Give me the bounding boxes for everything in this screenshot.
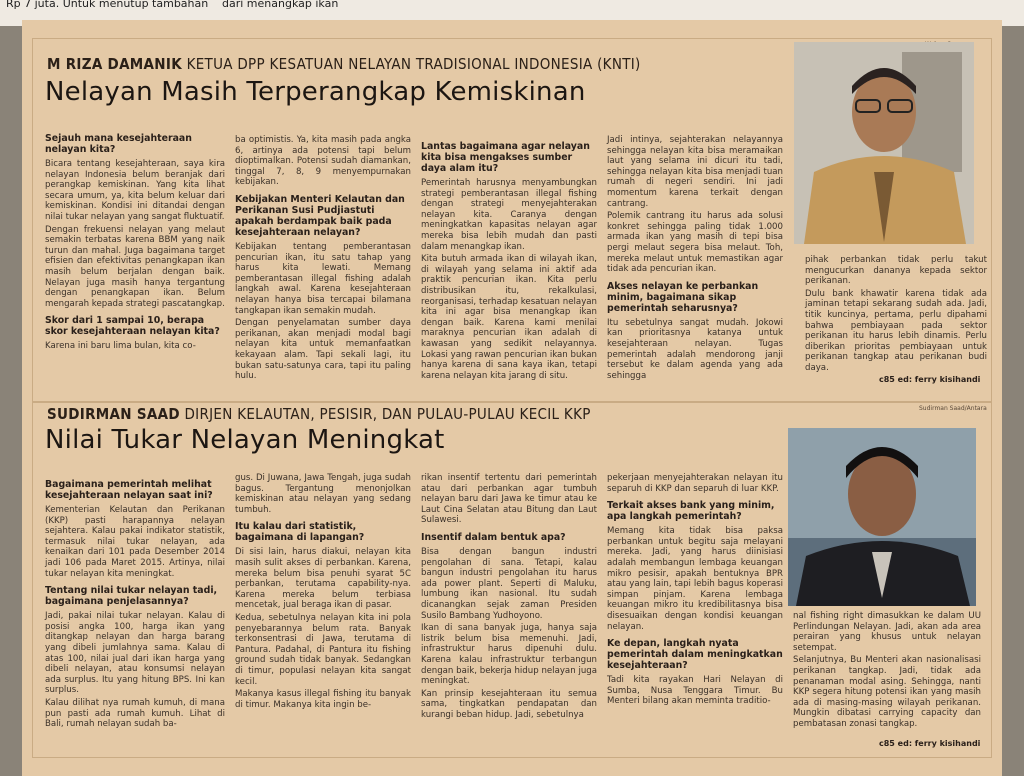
article2-column-4 xyxy=(607,473,783,709)
byline xyxy=(47,405,591,423)
editor-footer: c85 ed: ferry kisihandi xyxy=(879,375,981,384)
headline: Nilai Tukar Nelayan Meningkat xyxy=(45,425,445,455)
paragraph: Bisa dengan bangun industri pengolahan di sana. Tetapi, kalau bangun industri pengolahan itu harus ada power plant. Seperti di Maluku, lumbung ikan nasional. Itu sudah dicanangkan sejak zaman Presiden Susilo Bambang Yudhoyono. xyxy=(421,546,597,621)
article1-column-1 xyxy=(45,127,225,354)
article2-column-3 xyxy=(421,473,597,722)
question: Ke depan, langkah nyata pemerintah dalam meningkatkan kesejahteraan? xyxy=(607,638,783,672)
paragraph: Kedua, sebetulnya nelayan kita ini pola penyebarannya belum rata. Banyak terkonsentrasi di Jawa, terutama di Pantura. Padahal, di Pantura itu fishing ground sudah tidak banyak. Sedangkan di timur, populasi nelayan kita sangat kecil. xyxy=(235,612,411,687)
article2-column-1 xyxy=(45,473,225,732)
question: Tentang nilai tukar nelayan tadi, bagaimana penjelasannya? xyxy=(45,585,218,608)
portrait-riza-damanik xyxy=(794,42,974,244)
paragraph: Selanjutnya, Bu Menteri akan nasionalisasi perikanan tangkap. Jadi, tidak ada penanaman modal asing. Sehingga, nanti KKP segera hitung potensi ikan yang masih ada di masing-masing wilayah perikanan. Mungkin dibatasi carrying capacity dan pembatasan zonasi tangkap. xyxy=(793,655,981,729)
paragraph: nal fishing right dimasukkan ke dalam UU Perlindungan Nelayan. Jadi, akan ada area perairan yang khusus untuk nelayan setempat. xyxy=(793,611,981,653)
paragraph: Tadi kita rayakan Hari Nelayan di Sumba, Nusa Tenggara Timur. Bu Menteri bilang akan meminta traditio- xyxy=(607,675,783,707)
paragraph: Kita butuh armada ikan di wilayah ikan, di wilayah yang selama ini aktif ada praktik pencurian ikan. Kita perlu distribusikan itu, rekalkulasi, reorganisasi, terhadap kesatuan nelayan kita ini agar bisa menangkap ikan dengan baik. Karena kami menilai maraknya pencurian ikan adalah di kawasan yang sedikit nelayannya. Lokasi yang rawan pencurian ikan bukan hanya karena di sana kaya ikan, tetapi karena nelayan kita jarang di situ. xyxy=(421,254,597,381)
paragraph: Dengan frekuensi nelayan yang melaut semakin terbatas karena BBM yang naik turun dan mahal. Juga bagaimana target efisien dan efektivitas penangkapan ikan masih belum berjalan dengan baik. Nelayan juga masih hanya tergantung dengan penangkapan ikan. Belum mengarah kepada strategi pascatangkap. xyxy=(45,224,225,309)
byline-title: KETUA DPP KESATUAN NELAYAN TRADISIONAL INDONESIA (KNTI) xyxy=(186,55,641,73)
paragraph: Bicara tentang kesejahteraan, saya kira nelayan Indonesia belum beranjak dari perangkap kemiskinan. Yang kita lihat secara umum, ya, kita belum keluar dari kemiskinan. Kondisi ini ditandai dengan nilai tukar nelayan yang sangat fluktuatif. xyxy=(45,159,225,222)
paragraph: Dengan penyelamatan sumber daya perikanan, akan menjadi modal bagi nelayan kita untuk memanfaatkan kekayaan alam. Tapi sekali lagi, itu bukan satu-satunya cara, tapi itu paling hulu. xyxy=(235,318,411,382)
portrait-illustration xyxy=(788,428,976,606)
question: Terkait akses bank yang minim, apa langkah pemerintah? xyxy=(607,500,775,523)
byline-name: M RIZA DAMANIK xyxy=(47,55,182,73)
editor-footer: c85 ed: ferry kisihandi xyxy=(879,739,981,748)
question: Lantas bagaimana agar nelayan kita bisa mengakses sumber daya alam itu? xyxy=(421,141,590,174)
paragraph: rikan insentif tertentu dari pemerintah atau dari perbankan agar tumbuh nelayan baru dari Jawa ke timur atau ke Laut Cina Selatan atau Bitung dan Laut Sulawesi. xyxy=(421,473,597,526)
paragraph: pekerjaan menyejahterakan nelayan itu separuh di KKP dan separuh di luar KKP. xyxy=(607,473,783,494)
paragraph: Karena ini baru lima bulan, kita co- xyxy=(45,341,196,352)
paragraph: Jadi intinya, sejahterakan nelayannya sehingga nelayan kita bisa meramaikan laut yang selama ini dicuri itu tadi, sehingga nelayan kita bisa menjadi tuan rumah di negeri sendiri. Ini jadi momentum karena terkait dengan cantrang. xyxy=(607,135,783,209)
byline-title: DIRJEN KELAUTAN, PESISIR, DAN PULAU-PULAU KECIL KKP xyxy=(184,405,591,423)
paragraph: Makanya kasus illegal fishing itu banyak di timur. Makanya kita ingin be- xyxy=(235,689,411,710)
paragraph: ba optimistis. Ya, kita masih pada angka 6, artinya ada potensi tapi belum dioptimalkan. Potensi sudah diamankan, tinggal 7, 8, 9 menyempurnakan kebijakan. xyxy=(235,135,411,188)
article2-column-2 xyxy=(235,473,411,712)
question: Skor dari 1 sampai 10, berapa skor kesejahteraan nelayan kita? xyxy=(45,315,220,338)
article1-column-5 xyxy=(805,255,987,376)
article2-column-5 xyxy=(793,611,981,732)
question: Itu kalau dari statistik, bagaimana di lapangan? xyxy=(235,521,365,544)
paragraph: Polemik cantrang itu harus ada solusi konkret sehingga paling tidak 1.000 armada ikan yang masih di tepi bisa pergi melaut segera bisa melaut. Toh, mereka melaut untuk memastikan agar tidak ada pencurian ikan. xyxy=(607,211,783,275)
previous-page-text-left: Rp 7 juta. Untuk menutup tambahan xyxy=(6,0,209,10)
portrait-illustration xyxy=(794,42,974,244)
paragraph: Itu sebetulnya sangat mudah. Jokowi kan prioritasnya katanya untuk kesejahteraan nelayan. Tugas pemerintah adalah mendorong janji tersebut ke dalam agenda yang ada sehingga xyxy=(607,317,783,381)
previous-page-text-right: dari menangkap ikan xyxy=(222,0,339,10)
paragraph: Memang kita tidak bisa paksa perbankan untuk begitu saja melayani mereka. Jadi, yang harus diinisiasi adalah membangun lembaga keuangan mikro pesisir, apakah bentuknya BPR atau yang lain, tapi lebih bagus koperasi simpan pinjam. Karena lembaga keuangan mikro itu kredibilitasnya bisa disesuaikan dengan kondisi keuangan nelayan. xyxy=(607,526,783,632)
question: Insentif dalam bentuk apa? xyxy=(421,531,566,543)
byline-name: SUDIRMAN SAAD xyxy=(47,405,180,423)
paragraph: Pemerintah harusnya menyambungkan strategi pemberantasan illegal fishing dengan strategi menyejahterakan nelayan kita. Caranya dengan meningkatkan kapasitas nelayan agar mereka bisa lebih mudah dan pasti dalam menangkap ikan. xyxy=(421,178,597,252)
paragraph: gus. Di Juwana, Jawa Tengah, juga sudah bagus. Tergantung menonjolkan kemiskinan atau nelayan yang sedang tumbuh. xyxy=(235,473,411,515)
newspaper-page xyxy=(22,20,1002,776)
paragraph: Ikan di sana banyak juga, hanya saja listrik belum bisa memenuhi. Jadi, infrastruktur harus dipenuhi dulu. Karena kalau infrastruktur terbangun dengan baik, bekerja hidup nelayan juga meningkat. xyxy=(421,623,597,687)
question: Akses nelayan ke perbankan minim, bagaimana sikap pemerintah seharusnya? xyxy=(607,280,759,314)
paragraph: Di sisi lain, harus diakui, nelayan kita masih sulit akses di perbankan. Karena, mereka belum bisa penuhi syarat 5C perbankan, terutama capability-nya. Karena mereka belum terbiasa mencetak, jual beraga ikan di pasar. xyxy=(235,547,411,611)
portrait-sudirman-saad xyxy=(788,428,976,606)
photo-credit: Sudirman Saad/Antara xyxy=(919,405,987,412)
article1-column-4 xyxy=(607,135,783,383)
paragraph: pihak perbankan tidak perlu takut mengucurkan dananya kepada sektor perikanan. xyxy=(805,255,987,287)
question: Kebijakan Menteri Kelautan dan Perikanan Susi Pudjiastuti apakah berdampak baik pada kesejahteraan nelayan? xyxy=(235,193,405,238)
article1-column-3 xyxy=(421,135,597,383)
question: Bagaimana pemerintah melihat kesejahteraan nelayan saat ini? xyxy=(45,479,213,501)
headline: Nelayan Masih Terperangkap Kemiskinan xyxy=(45,77,586,107)
paragraph: Dulu bank khawatir karena tidak ada jaminan tetapi sekarang sudah ada. Jadi, titik kuncinya, pertama, perlu dipahami bahwa pembiayaan pada sektor perikanan itu harus lebih dinamis. Perlu diberikan prioritas pembiayaan untuk perikanan tangkap atau perikanan budi daya. xyxy=(805,288,987,373)
question: Sejauh mana kesejahteraan nelayan kita? xyxy=(45,133,192,155)
byline xyxy=(47,55,641,73)
paragraph: Kalau dilihat nya rumah kumuh, di mana pun pasti ada rumah kumuh. Lihat di Bali, rumah nelayan sudah ba- xyxy=(45,697,225,730)
paragraph: Kebijakan tentang pemberantasan pencurian ikan, itu satu tahap yang harus kita lewati. Memang pemberantasan illegal fishing adalah langkah awal. Karena kesejahteraan nelayan hanya bisa tercapai bilamana tangkapan ikan semakin mudah. xyxy=(235,241,411,316)
article1-column-2 xyxy=(235,135,411,384)
paragraph: Kementerian Kelautan dan Perikanan (KKP) pasti harapannya nelayan sejahtera. Kalau pakai indikator statistik, termasuk nilai tukar nelayan, ada kenaikan dari 101 pada Desember 2014 jadi 106 pada Maret 2015. Artinya, nilai tukar nelayan kita meningkat. xyxy=(45,505,225,579)
paragraph: Jadi, pakai nilai tukar nelayan. Kalau di posisi angka 100, harga ikan yang ditangkap nelayan dan harga barang yang dibeli jumlahnya sama. Kalau di atas 100, nilai jual dari ikan harga yang dibeli nelayan, atau konsumsi nelayan ada surplus. Itu yang hitung BPS. Ini kan surplus. xyxy=(45,611,225,696)
paragraph: Kan prinsip kesejahteraan itu semua sama, tingkatkan pendapatan dan kurangi beban hidup. Jadi, sebetulnya xyxy=(421,688,597,720)
